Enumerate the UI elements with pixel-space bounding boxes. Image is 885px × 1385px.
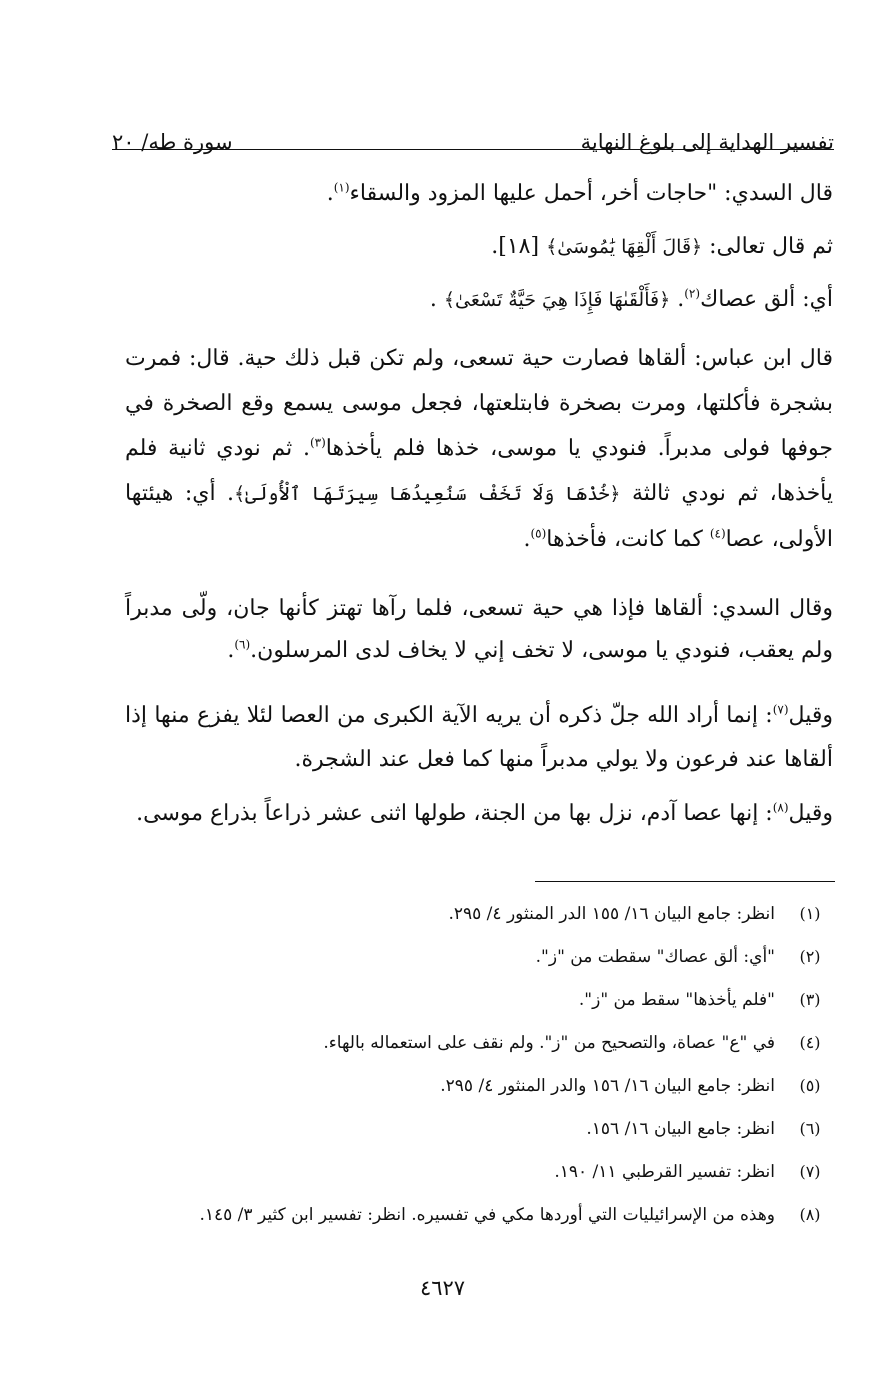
paragraph-text: وقيل: [788, 801, 833, 826]
paragraph-text: [١٨].: [491, 234, 547, 259]
book-title: تفسير الهداية إلى بلوغ النهاية: [580, 130, 834, 154]
paragraph-text: أي: ألق عصاك: [700, 287, 833, 312]
header-rule: [112, 149, 834, 150]
footnote-ref: (٣): [309, 435, 326, 450]
paragraph-text: .: [670, 287, 685, 312]
quran-verse: ﴿فَأَلْقَىٰهَا فَإِذَا هِيَ حَيَّةٌ تَسْعَىٰ﴾: [443, 289, 671, 311]
footnote-ref: (٧): [772, 702, 789, 717]
footnote-text: "أي: ألق عصاك" سقطت من "ز".: [535, 947, 775, 967]
footnote-text: في "ع" عصاة، والتصحيح من "ز". ولم نقف على استعماله بالهاء.: [323, 1033, 775, 1053]
footnote-item: [85, 904, 845, 947]
footnote-ref: (٤): [709, 526, 726, 541]
footnote-number: (٢): [799, 947, 821, 966]
surah-reference: سورة طه/ ٢٠: [112, 130, 233, 154]
footnote-ref: (١): [333, 180, 350, 195]
footnote-text: وهذه من الإسرائيليات التي أوردها مكي في تفسيره. انظر: تفسير ابن كثير ٣/ ١٤٥.: [199, 1205, 775, 1225]
paragraph-2: [125, 222, 833, 272]
footnote-separator: [535, 881, 835, 882]
paragraph-text: قال ابن عباس: ألقاها فصارت حية تسعى، ولم تكن قبل ذلك حية. قال: فمرت بشجرة فأكلتها، ومرت بصخرة فابتلعتها، فجعل موسى يسمع وقع الصخرة في جوفها فولى مدبراً. فنودي يا موسى، خذها فلم يأخذها: [125, 346, 833, 461]
footnote-item: [85, 1076, 845, 1119]
footnote-number: (٧): [799, 1162, 821, 1181]
paragraph-text: كما كانت، فأخذها: [546, 527, 710, 552]
footnote-text: انظر: تفسير القرطبي ١١/ ١٩٠.: [554, 1162, 775, 1182]
footnote-number: (٥): [799, 1076, 821, 1095]
footnote-ref: (٥): [530, 526, 547, 541]
paragraph-text: : إنما أراد الله جلّ ذكره أن يريه الآية الكبرى من العصا لئلا يفزع منها إذا ألقاها عند فرعون ولا يولي مدبراً منها كما فعل عند الشجرة.: [125, 703, 833, 772]
paragraph-text: .: [227, 638, 235, 663]
paragraph-3: [125, 274, 833, 326]
footnote-text: انظر: جامع البيان ١٦/ ١٥٦.: [586, 1119, 775, 1139]
paragraph-text: : إنها عصا آدم، نزل بها من الجنة، طولها اثنى عشر ذراعاً بذراع موسى.: [136, 801, 773, 826]
footnote-ref: (٦): [234, 637, 251, 652]
quran-verse: ﴿قَالَ أَلْقِهَا يَٰمُوسَىٰ﴾: [546, 236, 703, 258]
page-number: ٤٦٢٧: [419, 1276, 466, 1300]
paragraph-1: [125, 166, 833, 222]
footnote-number: (٨): [799, 1205, 821, 1224]
paragraph-7: [125, 792, 833, 836]
footnote-number: (١): [799, 904, 821, 923]
paragraph-text: .: [523, 527, 531, 552]
footnote-number: (٣): [799, 990, 821, 1009]
paragraph-4: [125, 336, 833, 562]
footnote-item: [85, 947, 845, 990]
footnote-item: [85, 1162, 845, 1205]
footnote-text: انظر: جامع البيان ١٦/ ١٥٥ الدر المنثور ٤/ ٢٩٥.: [448, 904, 775, 924]
paragraph-text: وقال السدي: ألقاها فإذا هي حية تسعى، فلما رآها تهتز كأنها جان، ولّى مدبراً ولم يعقب، فنودي يا موسى، لا تخف إني لا يخاف لدى المرسلون.: [125, 596, 833, 663]
footnote-number: (٤): [799, 1033, 821, 1052]
footnote-number: (٦): [799, 1119, 821, 1138]
footnote-text: انظر: جامع البيان ١٦/ ١٥٦ والدر المنثور ٤/ ٢٩٥.: [440, 1076, 775, 1096]
paragraph-text: وقيل: [788, 703, 833, 728]
paragraph-text: . ثم نودي ثانية فلم يأخذها، ثم نودي ثالثة: [125, 436, 833, 506]
footnote-item: [85, 990, 845, 1033]
footnote-item: [85, 1205, 845, 1248]
footnote-ref: (٢): [684, 286, 701, 301]
paragraph-text: .: [429, 287, 444, 312]
footnote-item: [85, 1033, 845, 1076]
footnote-ref: (٨): [772, 800, 789, 815]
footnote-item: [85, 1119, 845, 1162]
paragraph-text: .: [326, 181, 334, 206]
quran-verse: ﴿خُذْهَا وَلَا تَخَفْ سَنُعِيدُهَا سِيرَتَهَا ٱلْأُولَىٰ﴾: [234, 483, 621, 505]
paragraph-5: [125, 588, 833, 672]
paragraph-text: قال السدي: "حاجات أخر، أحمل عليها المزود والسقاء: [349, 181, 833, 206]
paragraph-text: . أي: هيئتها الأولى، عصا: [125, 481, 833, 552]
footnote-text: "فلم يأخذها" سقط من "ز".: [578, 990, 775, 1010]
paragraph-6: [125, 694, 833, 782]
paragraph-text: ثم قال تعالى:: [702, 234, 833, 259]
running-header: [112, 113, 834, 153]
footnotes-list: [85, 904, 845, 1248]
